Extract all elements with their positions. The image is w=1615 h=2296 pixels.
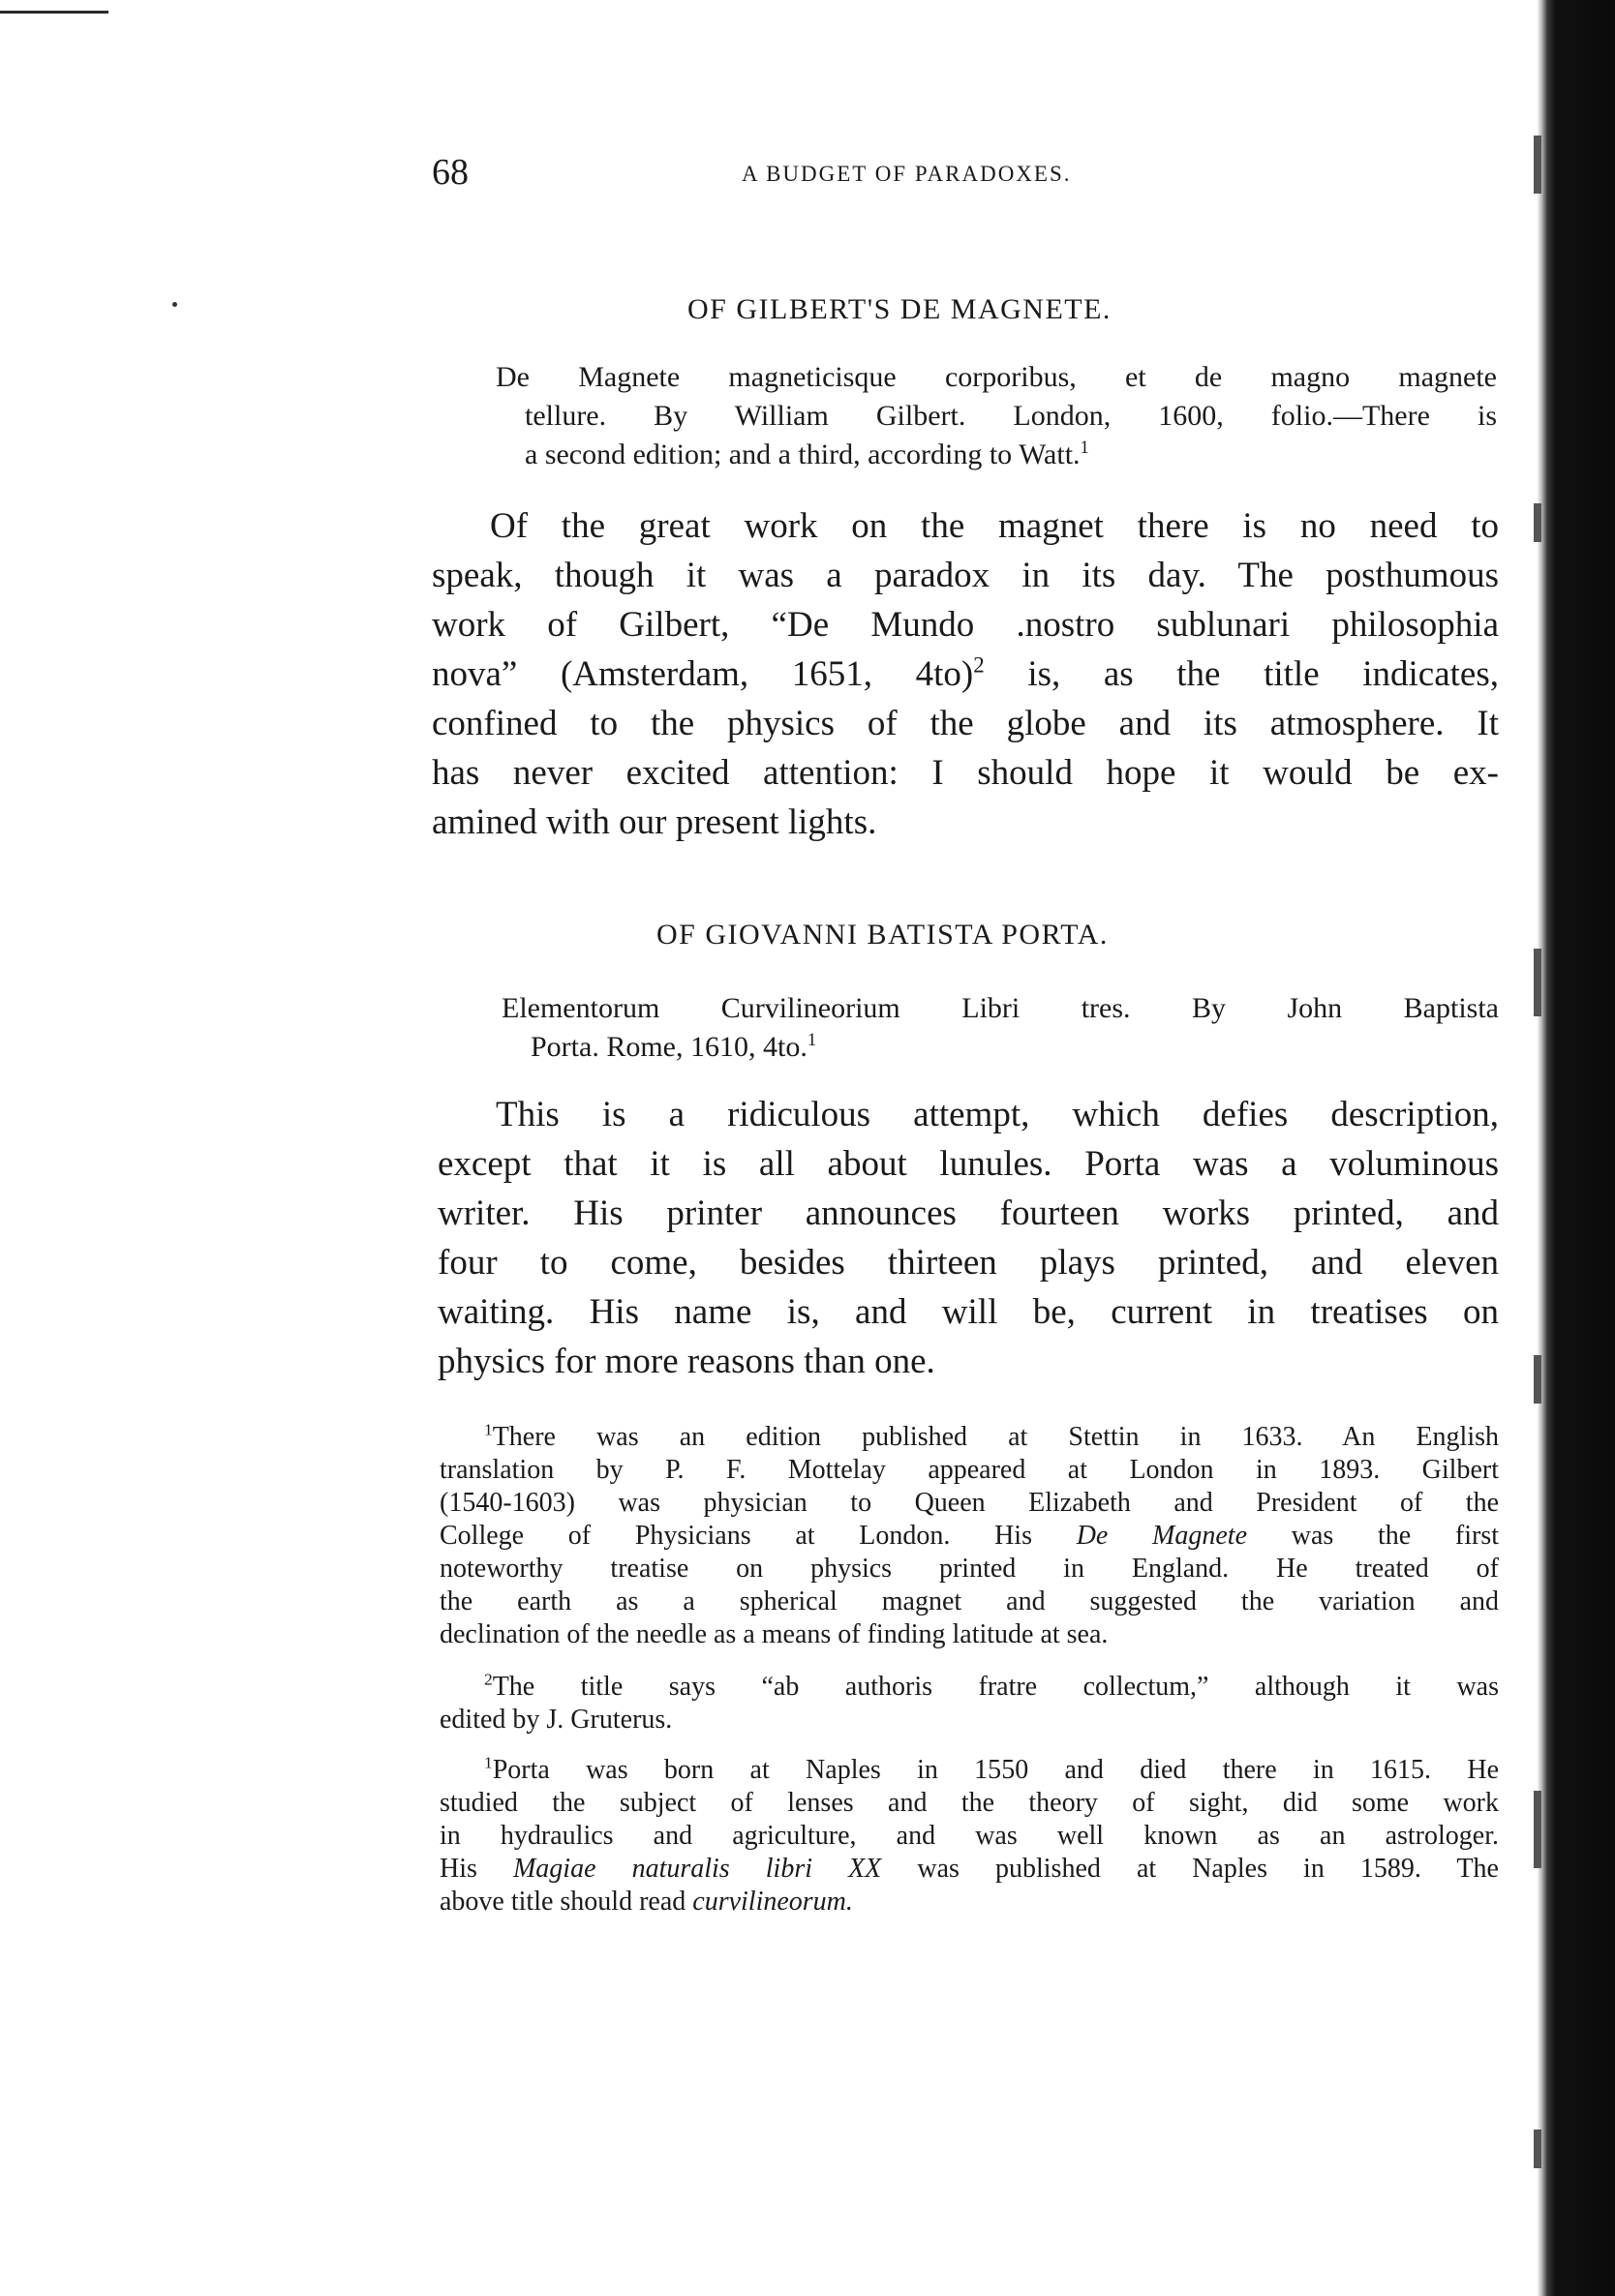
body-line: has never excited attention: I should hope it would be ex-	[432, 753, 1499, 793]
footnote-line: in hydraulics and agriculture, and was well known as an astrologer.	[440, 1821, 1499, 1851]
footnote-marker: 2	[484, 1670, 493, 1689]
footnote-line: studied the subject of lenses and the theory of sight, did some work	[440, 1788, 1499, 1818]
binding-notch	[1534, 949, 1541, 1016]
running-head	[432, 147, 1323, 197]
body-line: work of Gilbert, “De Mundo .nostro sublunari philosophia	[432, 605, 1499, 645]
section-heading-porta: OF GIOVANNI BATISTA PORTA.	[656, 919, 1109, 951]
footnote-line: edited by J. Gruterus.	[440, 1705, 673, 1735]
binding-notch	[1534, 1791, 1541, 1868]
footnote-line: noteworthy treatise on physics printed in England. He treated of	[440, 1554, 1499, 1584]
footnote-porta	[440, 1754, 1499, 1918]
body-line: amined with our present lights.	[432, 802, 877, 842]
section-heading-gilbert: OF GILBERT'S DE MAGNETE.	[687, 293, 1112, 325]
footnote-gilbert-edition	[440, 1421, 1499, 1651]
footnote-marker: 1	[484, 1753, 493, 1772]
footnote-line: translation by P. F. Mottelay appeared at London in 1893. Gilbert	[440, 1455, 1499, 1485]
italic-title: De Magnete	[1076, 1521, 1248, 1551]
bibliography-line: a second edition; and a third, according to Watt.$^1$	[525, 438, 1089, 470]
body-line: Of the great work on the magnet there is no need to	[490, 506, 1499, 546]
body-line: waiting. His name is, and will be, current in treatises on	[438, 1292, 1499, 1332]
book-binding-edge	[1538, 0, 1615, 2296]
footnote-ref: 1	[1080, 438, 1089, 458]
footnote-ref: 1	[807, 1030, 817, 1050]
bibliography-entry-gilbert	[496, 358, 1497, 474]
scan-speck	[172, 302, 177, 307]
italic-word: curvilineorum.	[692, 1887, 853, 1917]
body-paragraph-gilbert	[432, 501, 1499, 847]
footnote-line: (1540-1603) was physician to Queen Elizabeth and President of the	[440, 1488, 1499, 1518]
footnote-line: the earth as a spherical magnet and suggested the variation and	[440, 1586, 1499, 1616]
binding-notch	[1534, 136, 1541, 194]
footnote-line: declination of the needle as a means of finding latitude at sea.	[440, 1619, 1109, 1649]
body-line: speak, though it was a paradox in its day. The posthumous	[432, 556, 1499, 595]
body-line: except that it is all about lunules. Porta was a voluminous	[438, 1144, 1499, 1184]
body-paragraph-porta	[438, 1090, 1499, 1386]
bibliography-line: tellure. By William Gilbert. London, 1600, folio.—There is	[525, 400, 1497, 432]
body-line: physics for more reasons than one.	[438, 1342, 935, 1381]
footnote-line: $^2$The title says “ab authoris fratre collectum,” although it was	[484, 1670, 1499, 1702]
footnote-line: $^1$There was an edition published at Stettin in 1633. An English	[484, 1420, 1499, 1452]
binding-notch	[1534, 2130, 1541, 2168]
body-line: nova” (Amsterdam, 1651, 4to)$^2$ is, as the title indicates,	[432, 652, 1499, 694]
body-line: writer. His printer announces fourteen works printed, and	[438, 1193, 1499, 1233]
bibliography-line: De Magnete magneticisque corporibus, et de magno magnete	[496, 361, 1497, 393]
footnote-gilbert-title	[440, 1671, 1499, 1737]
body-line: four to come, besides thirteen plays printed, and eleven	[438, 1243, 1499, 1283]
running-title: A BUDGET OF PARADOXES.	[742, 162, 1072, 186]
footnote-ref: 2	[973, 652, 985, 678]
body-line: confined to the physics of the globe and its atmosphere. It	[432, 704, 1499, 743]
bibliography-line: Porta. Rome, 1610, 4to.$^1$	[531, 1030, 817, 1063]
body-line: This is a ridiculous attempt, which defies description,	[496, 1095, 1499, 1134]
scan-edge-rule	[0, 11, 108, 14]
page-number: 68	[432, 152, 469, 193]
binding-notch	[1534, 1355, 1541, 1404]
footnote-line: College of Physicians at London. His De Magnete was the first	[440, 1521, 1500, 1551]
bibliography-entry-porta	[502, 989, 1499, 1067]
binding-notch	[1534, 503, 1541, 542]
footnote-marker: 1	[484, 1420, 493, 1439]
footnote-line: above title should read curvilineorum.	[440, 1887, 853, 1917]
italic-title: Magiae naturalis libri XX	[512, 1854, 882, 1884]
footnote-line: His Magiae naturalis libri XX was published at Naples in 1589. The	[440, 1854, 1499, 1884]
bibliography-line: Elementorum Curvilineorium Libri tres. By John Baptista	[502, 992, 1499, 1024]
footnote-line: $^1$Porta was born at Naples in 1550 and died there in 1615. He	[484, 1753, 1499, 1785]
